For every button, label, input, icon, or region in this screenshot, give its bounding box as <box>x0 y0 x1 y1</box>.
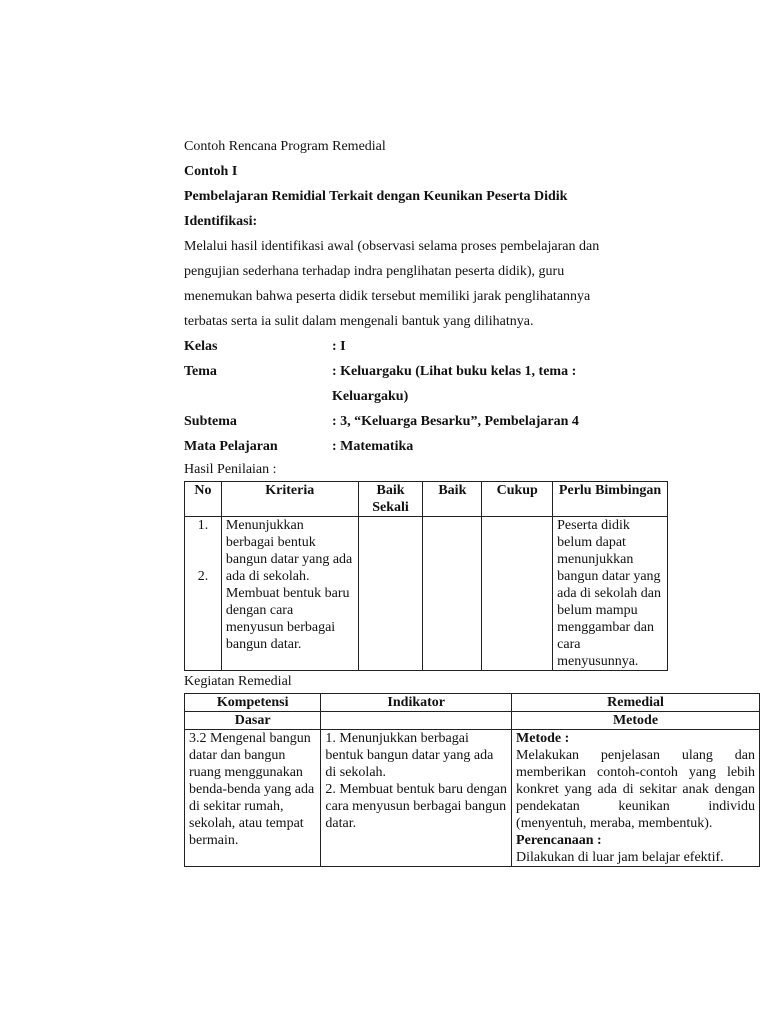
paragraph-line: Melalui hasil identifikasi awal (observasi selama proses pembelajaran dan <box>184 239 600 254</box>
method-label: Metode : <box>516 731 570 746</box>
competency-cell: 3.2 Mengenal bangun datar dan bangun ruang menggunakan benda-benda yang ada di sekitar rumah, sekolah, atau tempat bermain. <box>185 730 321 867</box>
remedial-activity-label: Kegiatan Remedial <box>184 674 292 689</box>
column-subheader: Metode <box>512 712 760 730</box>
assessment-table <box>184 481 668 671</box>
info-label: Kelas <box>184 339 218 354</box>
info-value: : Keluargaku (Lihat buku kelas 1, tema : <box>332 364 577 379</box>
column-header: Perlu Bimbingan <box>553 482 668 517</box>
info-label: Mata Pelajaran <box>184 439 278 454</box>
criteria-cell: Menunjukkan berbagai bentuk bangun datar yang ada ada di sekolah. Membuat bentuk baru dengan cara menyusun berbagai bangun datar. <box>221 517 358 671</box>
info-row-mapel <box>184 434 760 459</box>
baik-cell <box>423 517 482 671</box>
example-label: Contoh I <box>184 164 238 179</box>
document-page <box>184 134 760 867</box>
info-value: : Matematika <box>332 439 414 454</box>
document-title: Contoh Rencana Program Remedial <box>184 139 386 154</box>
column-header: Kompetensi <box>185 694 321 712</box>
remedial-table <box>184 693 760 867</box>
assessment-label: Hasil Penilaian : <box>184 462 277 477</box>
paragraph-line: pengujian sederhana terhadap indra penglihatan peserta didik), guru <box>184 264 565 279</box>
planning-label: Perencanaan : <box>516 833 602 848</box>
info-row-tema-continued <box>184 384 760 409</box>
baik-sekali-cell <box>358 517 423 671</box>
info-value: Keluargaku) <box>332 389 409 404</box>
indicator-item: 2. Membuat bentuk baru dengan cara menyusun berbagai bangun datar. <box>325 782 507 831</box>
planning-text: Dilakukan di luar jam belajar efektif. <box>516 850 724 865</box>
cukup-cell <box>482 517 553 671</box>
paragraph-line: menemukan bahwa peserta didik tersebut memiliki jarak penglihatannya <box>184 289 591 304</box>
table-subheader-row <box>185 712 760 730</box>
info-row-subtema <box>184 409 760 434</box>
info-row-tema <box>184 359 760 384</box>
info-value: : I <box>332 339 346 354</box>
column-header: Baik <box>423 482 482 517</box>
number-cell <box>185 517 222 671</box>
column-subheader <box>321 712 512 730</box>
column-header: Cukup <box>482 482 553 517</box>
table-row <box>185 730 760 867</box>
table-row <box>185 517 668 671</box>
indicator-cell <box>321 730 512 867</box>
info-value: : 3, “Keluarga Besarku”, Pembelajaran 4 <box>332 414 579 429</box>
column-header: Indikator <box>321 694 512 712</box>
perlu-bimbingan-cell: Peserta didik belum dapat menunjukkan bangun datar yang ada di sekolah dan belum mampu menggambar dan cara menyusunnya. <box>553 517 668 671</box>
section-heading: Pembelajaran Remidial Terkait dengan Keunikan Peserta Didik <box>184 189 568 204</box>
identification-label: Identifikasi: <box>184 214 258 229</box>
table-header-row <box>185 482 668 517</box>
row-number: 2. <box>197 569 209 584</box>
info-label: Tema <box>184 364 217 379</box>
info-label: Subtema <box>184 414 237 429</box>
row-number: 1. <box>197 518 209 533</box>
table-header-row <box>185 694 760 712</box>
column-header: Kriteria <box>221 482 358 517</box>
paragraph-line: terbatas serta ia sulit dalam mengenali bantuk yang dilihatnya. <box>184 314 534 329</box>
column-header: Remedial <box>512 694 760 712</box>
column-header: Baik Sekali <box>358 482 423 517</box>
info-row-kelas <box>184 334 760 359</box>
indicator-item: 1. Menunjukkan berbagai bentuk bangun datar yang ada di sekolah. <box>325 731 494 780</box>
column-subheader: Dasar <box>185 712 321 730</box>
method-text: Melakukan penjelasan ulang dan memberikan contoh-contoh yang lebih konkret yang ada di sekitar anak dengan pendekatan keunikan individu (menyentuh, meraba, membentuk). <box>516 748 755 831</box>
column-header: No <box>185 482 222 517</box>
identification-paragraph <box>184 234 760 334</box>
remedial-method-cell <box>512 730 760 867</box>
